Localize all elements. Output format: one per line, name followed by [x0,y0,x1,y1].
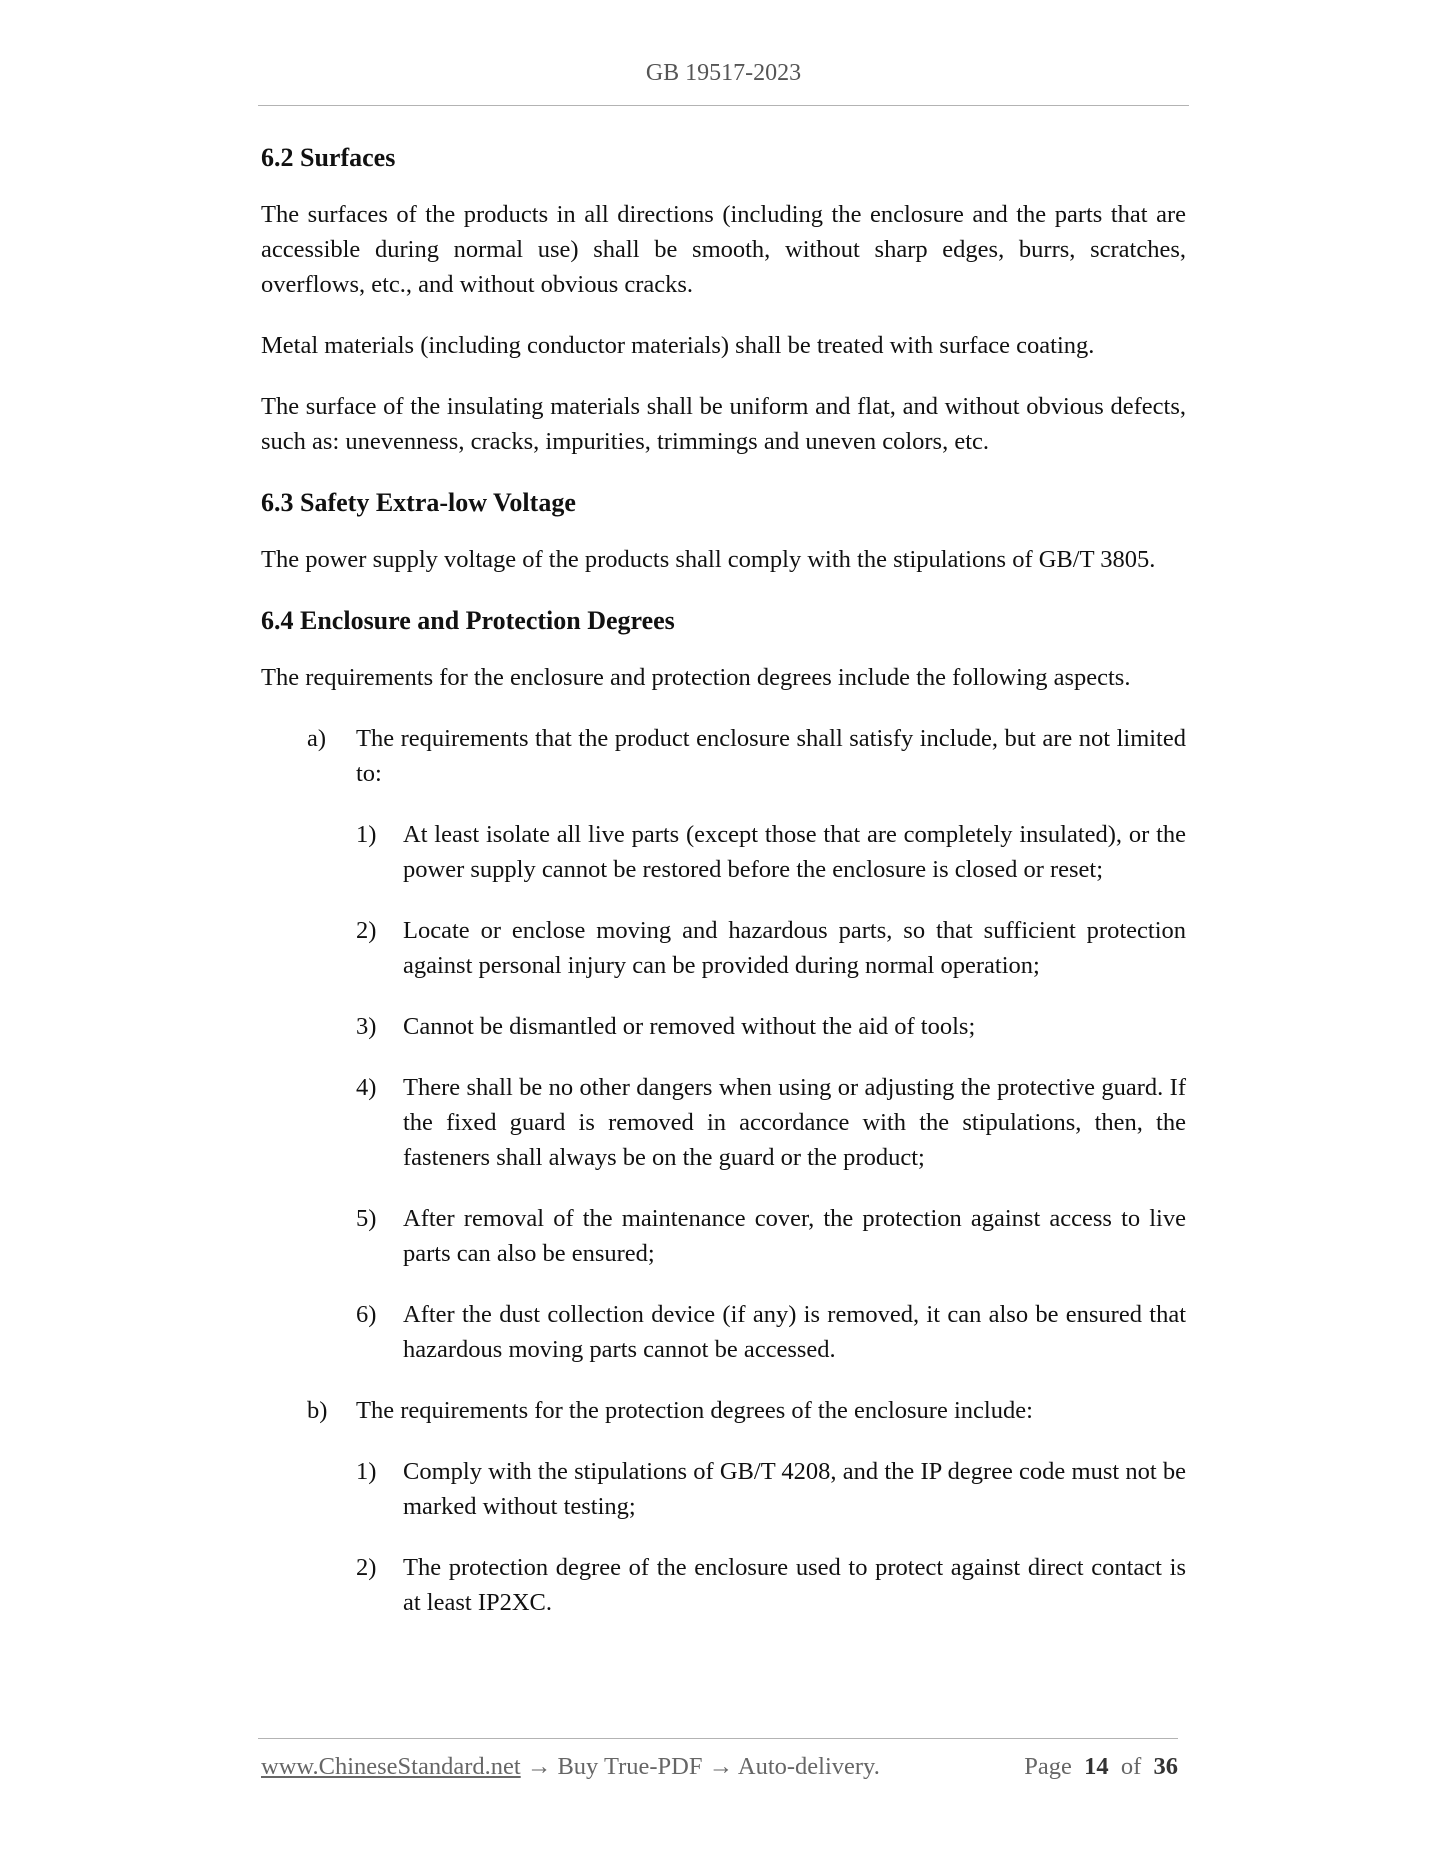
list-item [356,913,1186,983]
list-item-a [261,721,1186,1367]
page-footer [261,1753,1178,1781]
list-item-b [261,1393,1186,1620]
section-6-4-heading: 6.4 Enclosure and Protection Degrees [261,606,675,635]
page-label: Page [1024,1753,1072,1780]
footer-divider [258,1738,1178,1739]
section-6-3-paragraph: The power supply voltage of the products shall comply with the stipulations of GB/T 3805. [261,546,1156,573]
list-marker: 4) [356,1074,377,1101]
document-code: GB 19517-2023 [645,60,802,86]
list-item [356,1201,1186,1271]
list-item-text: Comply with the stipulations of GB/T 4208, and the IP degree code must not be marked without testing; [403,1458,1186,1520]
enclosure-requirements-list [356,817,1186,1367]
section-6-2-paragraph: The surfaces of the products in all directions (including the enclosure and the parts that are accessible during normal use) shall be smooth, without sharp edges, burrs, scratches, overflows, etc., and without obvious cracks. [261,201,1186,298]
list-marker: 2) [356,917,377,944]
arrow-right-icon: → [526,1753,552,1780]
list-item [356,817,1186,887]
section-6-2-heading: 6.2 Surfaces [261,143,396,172]
section-6-2-paragraph: The surface of the insulating materials shall be uniform and flat, and without obvious defects, such as: unevenness, cracks, impurities, trimmings and uneven colors, etc. [261,393,1186,455]
section-6-2-paragraph: Metal materials (including conductor materials) shall be treated with surface coating. [261,332,1095,359]
footer-promo [261,1753,880,1781]
list-marker: 1) [356,821,377,848]
list-item-text: The protection degree of the enclosure used to protect against direct contact is at least IP2XC. [403,1554,1186,1616]
total-pages: 36 [1153,1753,1178,1780]
section-6-4-intro: The requirements for the enclosure and protection degrees include the following aspects. [261,664,1131,691]
list-item-text: The requirements that the product enclosure shall satisfy include, but are not limited to: [356,725,1186,787]
list-item-text: The requirements for the protection degrees of the enclosure include: [356,1397,1033,1424]
auto-delivery-text: Auto-delivery. [737,1753,880,1780]
list-item [356,1070,1186,1175]
list-item [356,1454,1186,1524]
list-item-text: Locate or enclose moving and hazardous parts, so that sufficient protection against personal injury can be provided during normal operation; [403,917,1186,979]
current-page: 14 [1084,1753,1109,1780]
protection-degree-list [356,1454,1186,1620]
requirements-list [261,721,1186,1620]
list-item-text: Cannot be dismantled or removed without the aid of tools; [403,1013,976,1040]
list-marker: 1) [356,1458,377,1485]
list-marker: 5) [356,1205,377,1232]
arrow-right-icon: → [708,1753,734,1780]
list-marker: 3) [356,1013,377,1040]
website-link[interactable]: www.ChineseStandard.net [261,1753,521,1780]
list-marker: 6) [356,1301,377,1328]
list-item-text: At least isolate all live parts (except those that are completely insulated), or the power supply cannot be restored before the enclosure is closed or reset; [403,821,1186,883]
section-6-3-heading: 6.3 Safety Extra-low Voltage [261,488,576,517]
list-item [356,1550,1186,1620]
list-item [356,1297,1186,1367]
list-item-text: There shall be no other dangers when using or adjusting the protective guard. If the fixed guard is removed in accordance with the stipulations, then, the fasteners shall always be on the guard or the product; [403,1074,1186,1171]
page-body [261,140,1186,1646]
list-marker: 2) [356,1554,377,1581]
list-item-text: After the dust collection device (if any) is removed, it can also be ensured that hazardous moving parts cannot be accessed. [403,1301,1186,1363]
list-marker: b) [307,1397,328,1424]
list-marker: a) [307,725,327,752]
list-item-text: After removal of the maintenance cover, the protection against access to live parts can also be ensured; [403,1205,1186,1267]
list-item [356,1009,1186,1044]
header-divider [258,105,1189,106]
page-header [258,60,1189,87]
page-of-label: of [1120,1753,1142,1780]
buy-pdf-text: Buy True-PDF [557,1753,703,1780]
page-number [1024,1753,1178,1781]
